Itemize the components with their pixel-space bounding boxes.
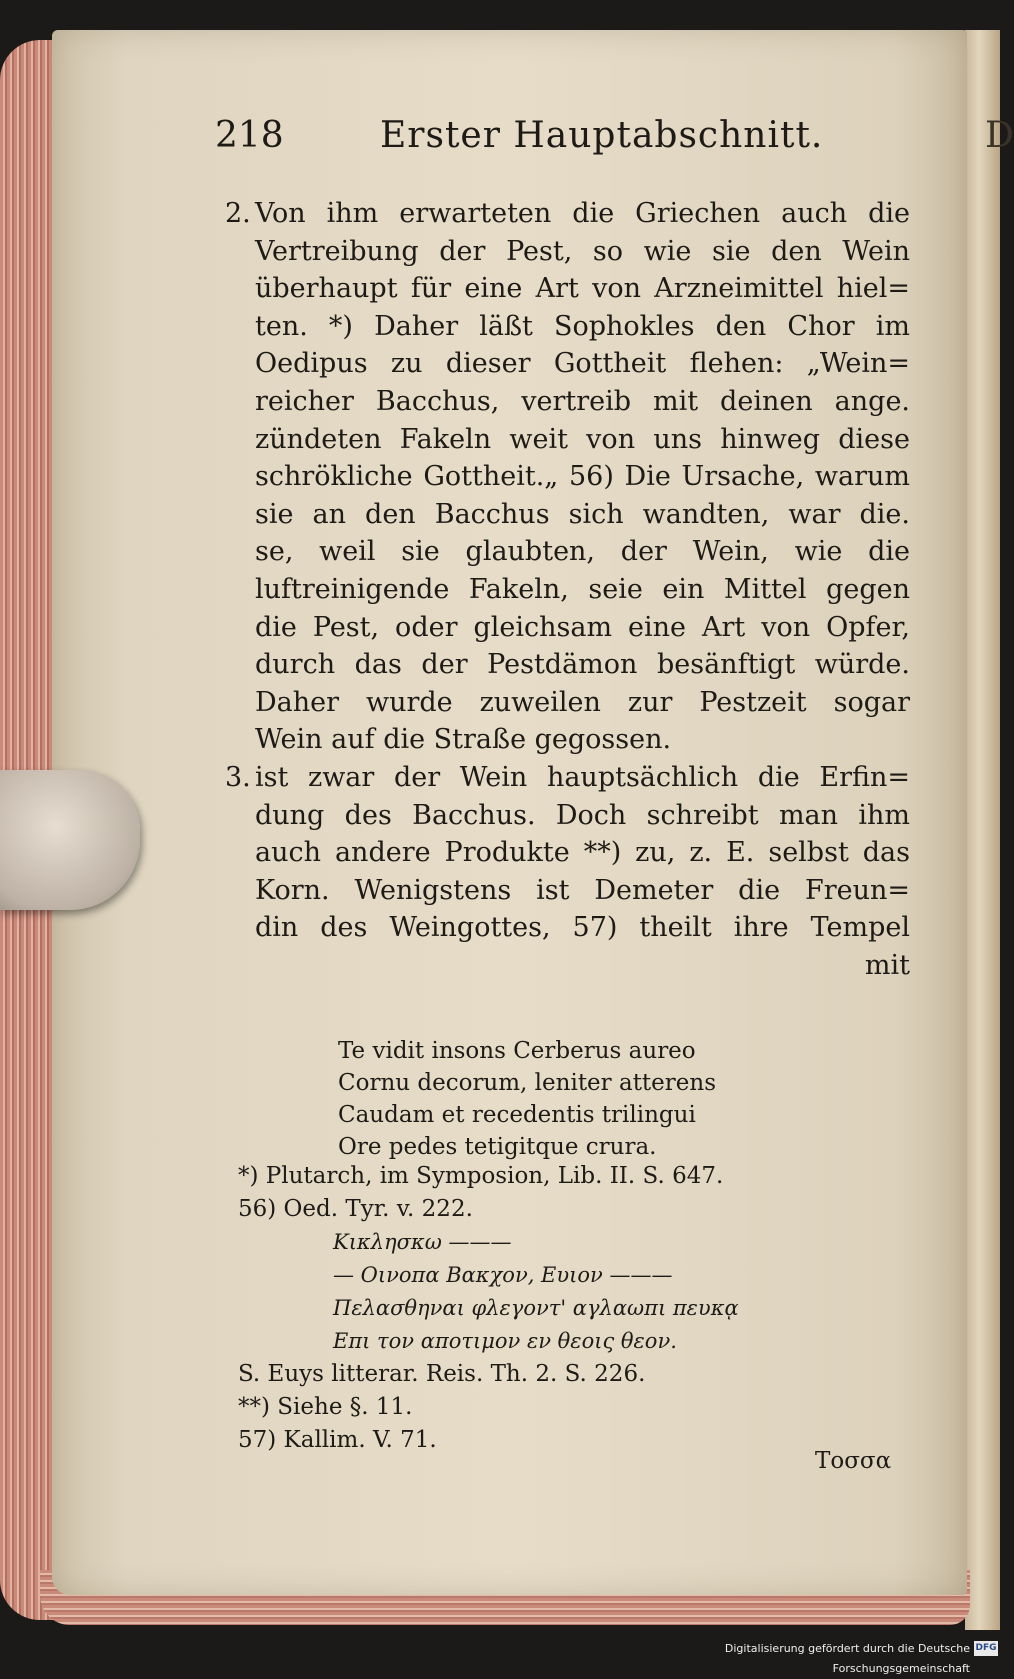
quote-line: Ore pedes tetigitque crura. (338, 1134, 657, 1160)
text-line: schrökliche Gottheit.„ 56) Die Ursache, warum (255, 461, 910, 493)
item-marker-3: 3. (225, 762, 251, 793)
text-line: reicher Bacchus, vertreib mit deinen ange. (255, 385, 910, 417)
book-clasp (0, 770, 140, 910)
greek-line: — Οινοπα Βακχον, Ευιον ——— (333, 1263, 673, 1287)
text-line: die Pest, oder gleichsam eine Art von Opfer, (255, 611, 910, 643)
text-line: Korn. Wenigstens ist Demeter die Freun= (255, 874, 910, 906)
footnote: 56) Oed. Tyr. v. 222. (238, 1196, 473, 1222)
running-header (215, 115, 1014, 165)
main-text (225, 195, 910, 984)
text-line: luftreinigende Fakeln, seie ein Mittel gegen (255, 573, 910, 605)
text-line: mit (864, 949, 910, 981)
quote-line: Caudam et recedentis trilingui (338, 1102, 696, 1128)
item-marker-2: 2. (225, 198, 251, 229)
quote-line: Te vidit insons Cerberus aureo (338, 1038, 696, 1064)
page-number: 218 (215, 115, 284, 156)
text-line: überhaupt für eine Art von Arzneimittel hiel= (255, 273, 910, 305)
footnote: 57) Kallim. V. 71. (238, 1427, 437, 1453)
book-next-page-edge (965, 30, 1000, 1630)
greek-line: Κικλησκω ——— (333, 1230, 512, 1254)
footnotes (238, 1160, 918, 1457)
greek-line: Πελασθηναι φλεγοντ' αγλαωπι πευκᾳ (333, 1296, 739, 1320)
footnote: **) Siehe §. 11. (238, 1394, 413, 1420)
text-line: ist zwar der Wein hauptsächlich die Erfin= (255, 761, 910, 793)
footnote: *) Plutarch, im Symposion, Lib. II. S. 647. (238, 1163, 724, 1189)
text-line: din des Weingottes, 57) theilt ihre Tempel (255, 912, 910, 944)
digitization-credit: Digitalisierung gefördert durch die Deutsche Forschungsgemeinschaft (724, 1642, 970, 1675)
running-title: Erster Hauptabschnitt. (380, 115, 824, 156)
text-line: Vertreibung der Pest, so wie sie den Wein (255, 235, 910, 267)
text-line: durch das der Pestdämon besänftigt würde. (255, 649, 910, 681)
footnote: S. Euys litterar. Reis. Th. 2. S. 226. (238, 1361, 646, 1387)
text-line: zündeten Fakeln weit von uns hinweg diese (255, 423, 910, 455)
next-page-fragment: D (985, 115, 1014, 156)
greek-line: Επι τον αποτιμον εν θεοις θεον. (333, 1329, 677, 1353)
text-line: Von ihm erwarteten die Griechen auch die (255, 198, 910, 229)
text-line: Wein auf die Straße gegossen. (255, 724, 672, 756)
text-line: Daher wurde zuweilen zur Pestzeit sogar (255, 686, 910, 718)
quote-line: Cornu decorum, leniter atterens (338, 1070, 717, 1096)
text-line: auch andere Produkte **) zu, z. E. selbst das (255, 837, 910, 869)
text-line: dung des Bacchus. Doch schreibt man ihm (255, 799, 910, 831)
text-line: se, weil sie glaubten, der Wein, wie die (255, 536, 910, 568)
text-line: Oedipus zu dieser Gottheit flehen: „Wein= (255, 348, 910, 380)
dfg-logo: DFG (974, 1641, 998, 1656)
latin-quote (338, 1035, 898, 1163)
text-line: ten. *) Daher läßt Sophokles den Chor im (255, 310, 910, 342)
catchword: Τοσσα (815, 1448, 892, 1474)
text-line: sie an den Bacchus sich wandten, war die. (255, 498, 910, 530)
